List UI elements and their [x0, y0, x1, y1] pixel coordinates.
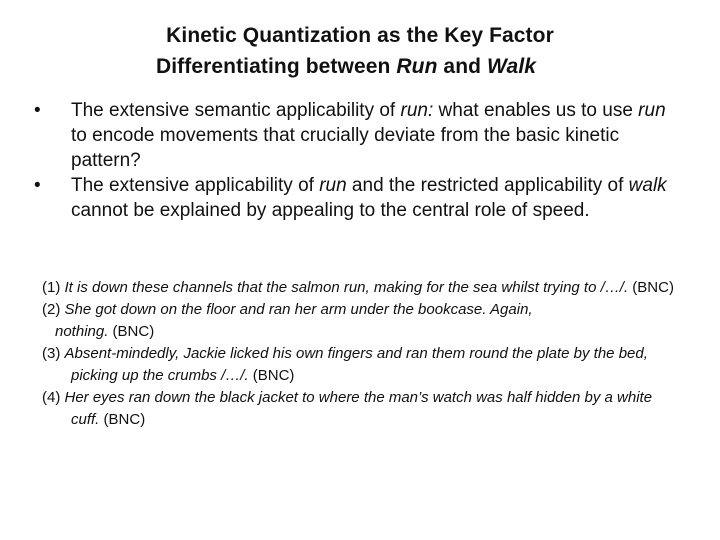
example-4: [42, 387, 682, 431]
bullet-2-italic-walk: walk: [628, 175, 667, 196]
bullet-2-text-c: cannot be explained by appealing to the central role of speed.: [71, 200, 590, 221]
example-3: [42, 343, 682, 387]
example-source: (BNC): [628, 279, 674, 296]
example-2: [42, 299, 682, 343]
example-source: (BNC): [99, 411, 146, 428]
title-line-2: [0, 51, 720, 82]
example-text-continued: nothing.: [55, 323, 109, 340]
bullet-1-text-a: The extensive semantic applicability of: [71, 100, 401, 121]
bullet-marker: •: [34, 100, 41, 121]
bullet-1-italic-run: run: [638, 100, 666, 121]
example-number: (3): [42, 345, 65, 362]
bullet-marker: •: [34, 175, 41, 196]
bullet-item-2: [34, 173, 684, 223]
bullet-2-text-a: The extensive applicability of: [71, 175, 320, 196]
slide-title: [0, 20, 720, 82]
title-line-2-prefix: Differentiating between: [155, 55, 397, 78]
title-line-1: Kinetic Quantization as the Key Factor: [166, 24, 554, 47]
bullet-1-italic-run-colon: run:: [400, 100, 434, 121]
bullet-list: [34, 98, 684, 223]
bullet-2-text-b: and the restricted applicability of: [346, 175, 629, 196]
example-text: Absent-mindedly, Jackie licked his own fingers and ran them round the plate by the bed, picking up the crumbs /…/.: [64, 345, 648, 384]
title-word-and: and: [437, 55, 488, 78]
example-text: It is down these channels that the salmon run, making for the sea whilst trying to /…/.: [64, 279, 629, 296]
example-list: [42, 277, 682, 431]
bullet-2-italic-run: run: [319, 175, 347, 196]
example-source: (BNC): [248, 367, 295, 384]
title-word-walk: Walk: [487, 55, 537, 78]
bullet-1-text-b: what enables us to use: [433, 100, 639, 121]
example-number: (2): [42, 301, 65, 318]
example-source: (BNC): [108, 323, 155, 340]
title-word-run: Run: [396, 55, 438, 78]
example-1: [42, 277, 682, 299]
bullet-item-1: [34, 98, 684, 173]
example-number: (1): [42, 279, 65, 296]
example-number: (4): [42, 389, 65, 406]
example-text: Her eyes ran down the black jacket to where the man’s watch was half hidden by a white cuff.: [64, 389, 653, 428]
bullet-1-text-c: to encode movements that crucially deviate from the basic kinetic pattern?: [71, 125, 620, 171]
example-text: She got down on the floor and ran her arm under the bookcase. Again,: [64, 301, 533, 318]
